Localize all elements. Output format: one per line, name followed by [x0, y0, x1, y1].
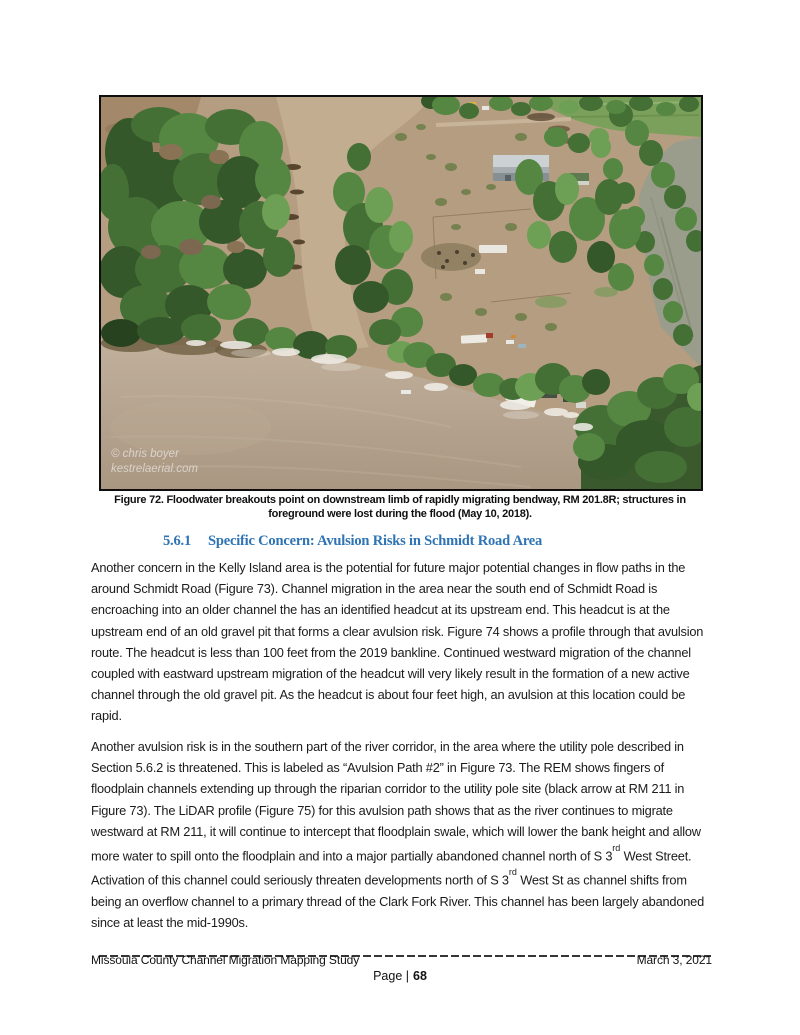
aerial-photo — [99, 95, 703, 491]
paragraph-avulsion-risk-2 — [91, 736, 712, 933]
page-number — [0, 969, 800, 983]
ordinal-superscript: rd — [508, 867, 517, 878]
page-label: Page | — [373, 969, 409, 983]
photo-watermark-credit: © chris boyer — [111, 448, 179, 460]
paragraph-2-text: Another avulsion risk is in the southern part of the river corridor, in the area where the utility pole described in Section 5.6.2 is threatened. This is labeled as “Avulsion Path #2” in Figure 73. The REM shows fingers of floodplain channels extending up through the riparian corridor to the utility pole site (black arrow at RM 211 in Figure 73). The LiDAR profile (Figure 75) for this avulsion path shows that as the river continues to migrate westward at RM 211, it will continue to intercept that floodplain swale, which will lower the bank height and allow more water to spill onto the floodplain and into a major partially abandoned channel north of S 3 — [91, 739, 701, 864]
paragraph-avulsion-risk-1: Another concern in the Kelly Island area is the potential for future major potential changes in flow paths in the around Schmidt Road (Figure 73). Channel migration in the area near the south end of Schmidt Road is encroaching into an older channel the has an identified headcut at its upstream end. This headcut is at the upstream end of an old gravel pit that forms a clear avulsion risk. Figure 74 shows a profile through that avulsion route. The headcut is less than 100 feet from the 2019 bankline. Continued westward migration of the channel coupled with eastward upstream migration of the headcut will very likely result in the formation of a new active channel through the old gravel pit. As the headcut is about four feet high, an avulsion at this location could be rapid. — [91, 560, 704, 724]
section-heading — [91, 533, 783, 550]
footer-date: March 3, 2021 — [636, 953, 712, 967]
paragraph-2-text: West St as channel shifts from being an overflow channel to a primary thread of the Clark Fork River. This channel has been largely abandoned since at least the mid-1990s. — [91, 872, 705, 931]
ordinal-superscript: rd — [612, 843, 621, 854]
footer-divider — [99, 945, 711, 949]
footer-study-title: Missoula County Channel Migration Mapping Study — [91, 953, 360, 967]
figure-caption-line-1: Figure 72. Floodwater breakouts point on downstream limb of rapidly migrating bendway, RM 201.8R; structures in — [114, 494, 686, 506]
page-number-value: 68 — [413, 969, 427, 983]
figure-caption-line-2: foreground were lost during the flood (May 10, 2018). — [268, 507, 532, 520]
section-title: Specific Concern: Avulsion Risks in Schmidt Road Area — [208, 533, 543, 549]
aerial-photo-illustration — [101, 97, 701, 489]
footer — [91, 953, 712, 967]
section-number: 5.6.1 — [163, 533, 192, 549]
paragraph-2-text: West Street. Activation of this channel could seriously threaten developments north of S 3 — [91, 848, 692, 888]
figure-caption — [91, 494, 709, 522]
photo-watermark-site: kestrelaerial.com — [111, 463, 198, 475]
